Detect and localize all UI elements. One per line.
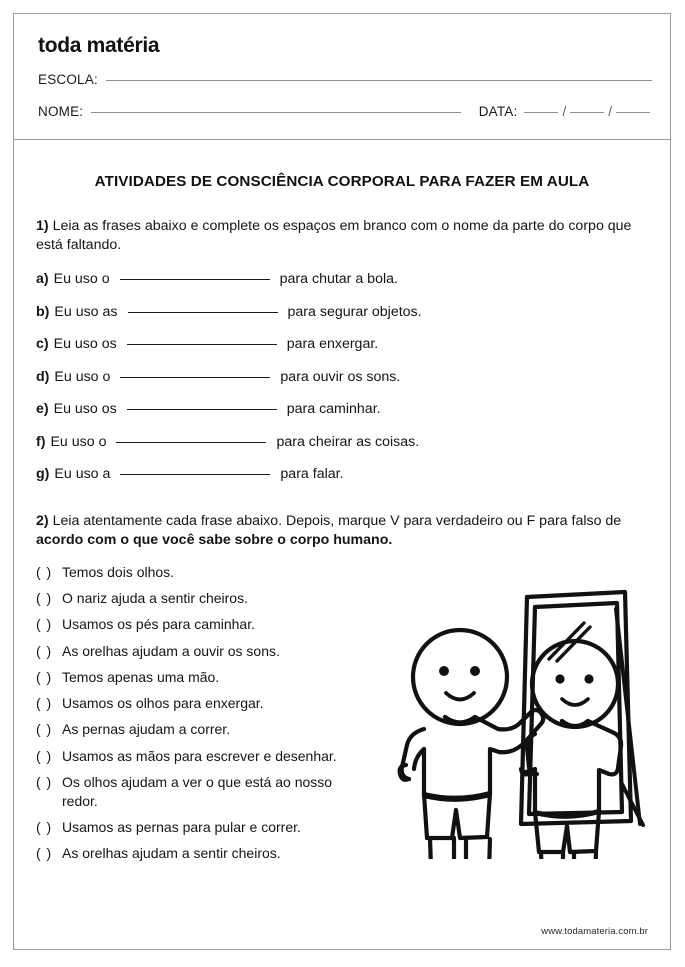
item-letter: b)	[36, 303, 50, 320]
fill-item	[36, 434, 648, 450]
date-label: DATA:	[478, 104, 518, 119]
statement-text: Usamos os pés para caminhar.	[62, 616, 255, 633]
item-answer-blank[interactable]	[128, 312, 278, 313]
name-label: NOME:	[38, 104, 84, 119]
answer-parentheses[interactable]: ( )	[36, 668, 53, 685]
answer-parentheses[interactable]: ( )	[36, 590, 53, 607]
item-tail-text: para caminhar.	[286, 401, 381, 418]
fill-item	[36, 304, 648, 320]
list-item	[36, 747, 366, 766]
list-item	[36, 615, 366, 634]
list-item	[36, 773, 366, 811]
school-input-line[interactable]	[106, 80, 652, 81]
fill-item	[36, 401, 648, 417]
item-tail-text: para cheirar as coisas.	[276, 433, 420, 450]
fill-item	[36, 336, 648, 352]
item-lead-text: Eu uso as	[54, 303, 118, 320]
answer-parentheses[interactable]: ( )	[36, 845, 53, 862]
answer-parentheses[interactable]: ( )	[36, 747, 53, 764]
date-month-input[interactable]	[570, 112, 604, 113]
item-letter: g)	[36, 466, 50, 483]
statement-text: Temos apenas uma mão.	[62, 668, 220, 685]
worksheet-content	[14, 173, 670, 863]
brand-logo: toda matéria	[38, 34, 160, 57]
list-item	[36, 563, 366, 582]
list-item	[36, 694, 366, 713]
answer-parentheses[interactable]: ( )	[36, 642, 53, 659]
worksheet-header	[14, 14, 670, 140]
statement-text: Usamos as pernas para pular e correr.	[62, 818, 301, 835]
fill-item	[36, 369, 648, 385]
question-2-number: 2)	[36, 513, 49, 530]
statement-text: Temos dois olhos.	[62, 563, 175, 580]
item-lead-text: Eu uso os	[53, 401, 117, 418]
statement-text: As orelhas ajudam a ouvir os sons.	[62, 642, 280, 659]
item-letter: c)	[36, 336, 49, 353]
item-answer-blank[interactable]	[120, 279, 270, 280]
question-2-body	[36, 563, 648, 863]
date-day-input[interactable]	[524, 112, 558, 113]
item-tail-text: para falar.	[280, 466, 344, 483]
question-2-text: Leia atentamente cada frase abaixo. Depois, marque V para verdadeiro ou F para falso de	[48, 513, 622, 530]
answer-parentheses[interactable]: ( )	[36, 818, 53, 835]
item-answer-blank[interactable]	[116, 442, 266, 443]
date-separator-2: /	[608, 104, 612, 119]
page-title: ATIVIDADES DE CONSCIÊNCIA CORPORAL PARA FAZER EM AULA	[94, 173, 590, 190]
item-lead-text: Eu uso a	[54, 466, 111, 483]
footer-url: www.todamateria.com.br	[541, 926, 648, 937]
item-lead-text: Eu uso o	[53, 271, 110, 288]
statement-text: As orelhas ajudam a sentir cheiros.	[62, 845, 281, 862]
answer-parentheses[interactable]: ( )	[36, 563, 53, 580]
list-item	[36, 668, 366, 687]
item-tail-text: para segurar objetos.	[287, 303, 422, 320]
statement-text: As pernas ajudam a correr.	[62, 721, 231, 738]
question-1-items	[36, 271, 648, 482]
statement-text: Usamos os olhos para enxergar.	[62, 695, 264, 712]
item-answer-blank[interactable]	[127, 344, 277, 345]
item-letter: f)	[36, 433, 46, 450]
item-lead-text: Eu uso o	[54, 368, 111, 385]
true-false-list	[36, 563, 366, 863]
question-1-prompt	[36, 217, 648, 254]
item-letter: e)	[36, 401, 49, 418]
worksheet-page	[13, 13, 671, 950]
item-answer-blank[interactable]	[127, 409, 277, 410]
item-tail-text: para enxergar.	[286, 336, 379, 353]
answer-parentheses[interactable]: ( )	[36, 773, 53, 790]
list-item	[36, 642, 366, 661]
date-separator-1: /	[562, 104, 567, 119]
question-1-number: 1)	[36, 218, 49, 234]
item-lead-text: Eu uso os	[53, 336, 117, 353]
statement-text: Os olhos ajudam a ver o que está ao nosso redor.	[62, 773, 333, 809]
child-mirror-illustration	[394, 569, 656, 859]
question-2-text-bold: acordo com o que você sabe sobre o corpo humano.	[36, 532, 393, 549]
item-letter: d)	[36, 368, 50, 385]
answer-parentheses[interactable]: ( )	[36, 616, 53, 633]
name-field-row	[38, 104, 652, 119]
fill-item	[36, 271, 648, 287]
date-year-input[interactable]	[616, 112, 650, 113]
fill-item	[36, 466, 648, 482]
item-lead-text: Eu uso o	[50, 433, 107, 450]
list-item	[36, 844, 366, 863]
list-item	[36, 818, 366, 837]
item-tail-text: para chutar a bola.	[279, 271, 398, 288]
statement-text: Usamos as mãos para escrever e desenhar.	[62, 747, 337, 764]
question-2-prompt	[36, 512, 648, 549]
answer-parentheses[interactable]: ( )	[36, 695, 53, 712]
list-item	[36, 589, 366, 608]
answer-parentheses[interactable]: ( )	[36, 721, 53, 738]
school-label: ESCOLA:	[38, 72, 98, 87]
list-item	[36, 720, 366, 739]
statement-text: O nariz ajuda a sentir cheiros.	[62, 590, 248, 607]
name-input-line[interactable]	[91, 112, 460, 113]
item-tail-text: para ouvir os sons.	[280, 368, 401, 385]
question-1-text: Leia as frases abaixo e complete os espaços em branco com o nome da parte do corpo que está faltando.	[36, 218, 632, 253]
date-field-group	[479, 104, 652, 119]
item-letter: a)	[36, 271, 49, 288]
item-answer-blank[interactable]	[120, 377, 270, 378]
school-field-row	[38, 72, 652, 87]
item-answer-blank[interactable]	[120, 474, 270, 475]
